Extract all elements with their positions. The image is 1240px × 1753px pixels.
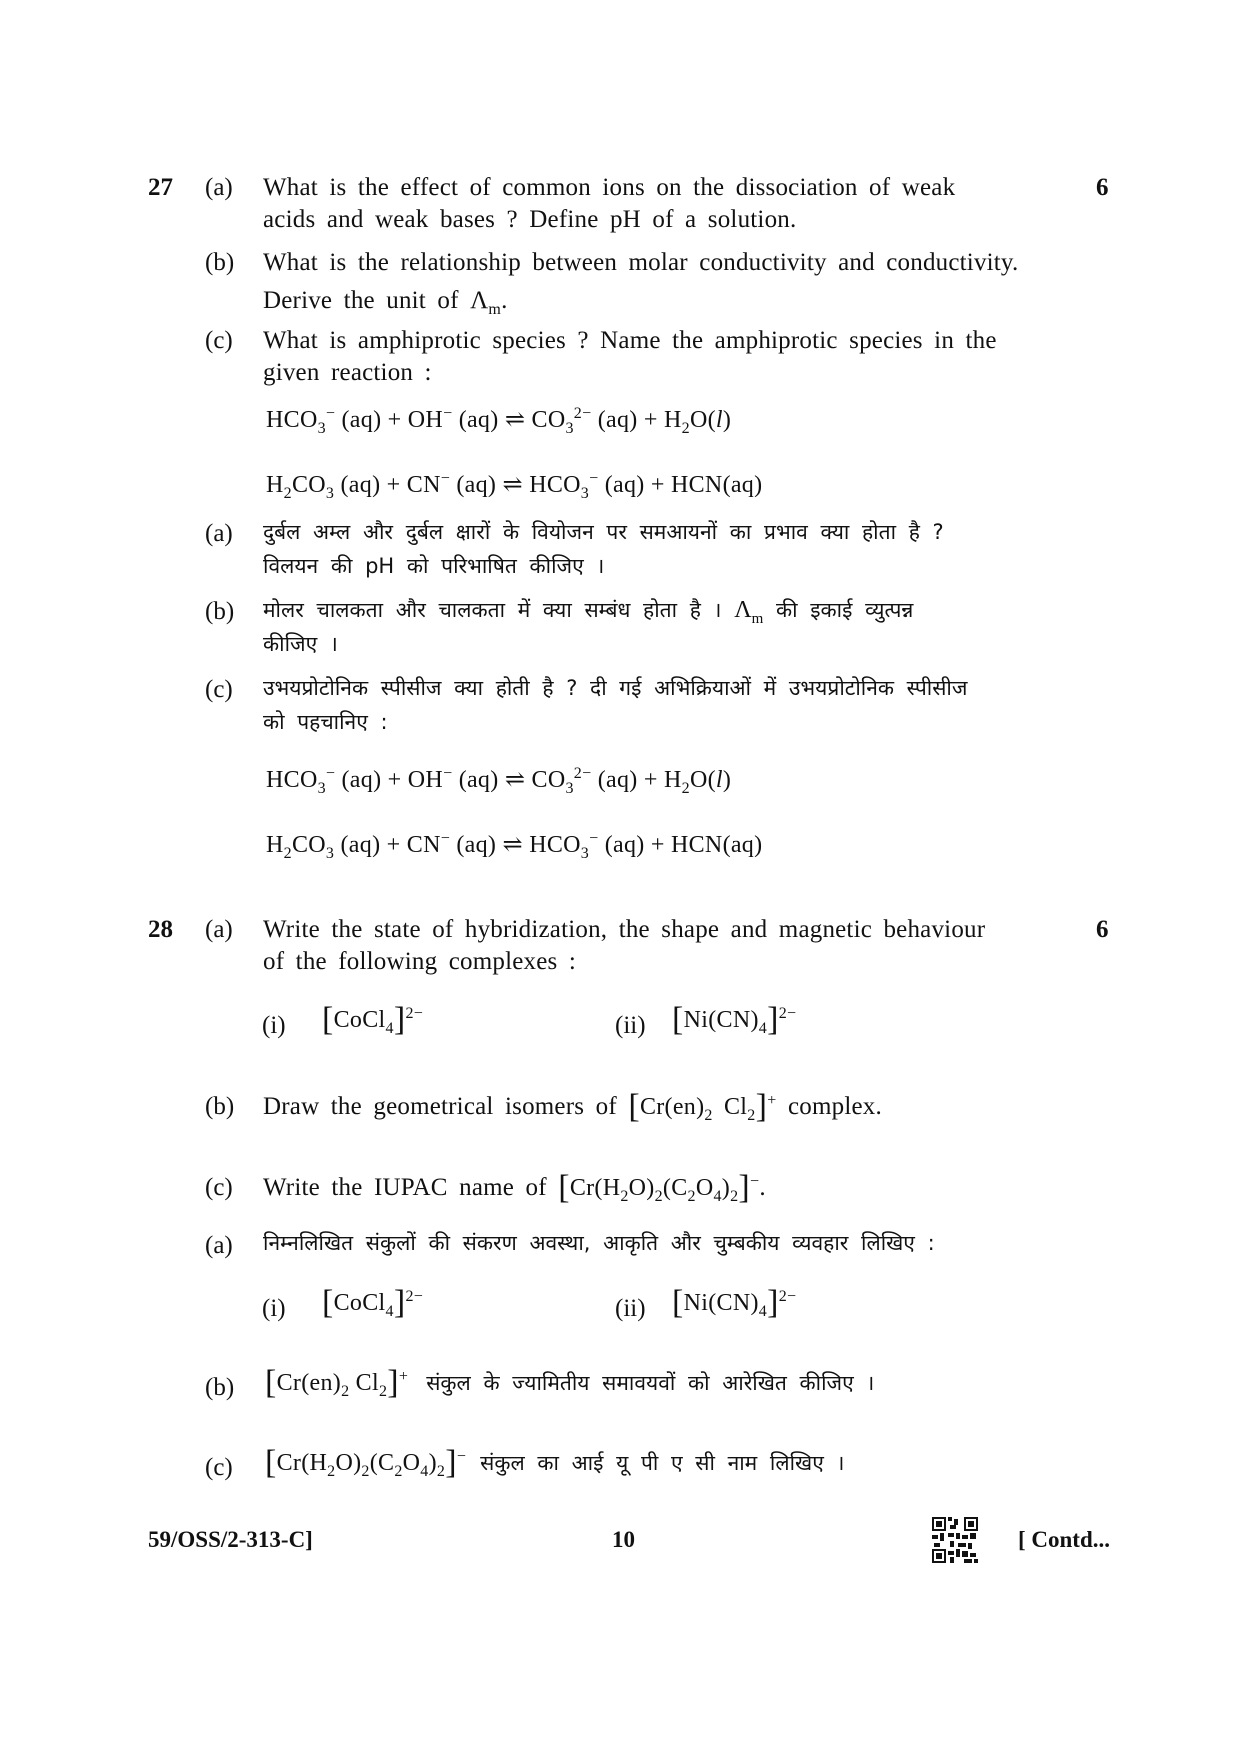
- text-line: Write the state of hybridization, the shape and magnetic behaviour: [263, 916, 986, 943]
- part-label: (c): [205, 1174, 233, 1201]
- text-line: कीजिए ।: [263, 632, 338, 656]
- marks: 6: [1096, 174, 1109, 201]
- question-text: [263, 172, 955, 236]
- complex-cr-en: [$Cr(en)_2$ $Cl_2]^+$: [628, 1088, 777, 1125]
- lambda-symbol: Λ: [734, 597, 752, 623]
- equation-1-repeat: $HCO_3^-$ (aq) + OH− (aq) ⇌ $CO_3^{2-}$ $(aq) + H_2O(l)$: [266, 765, 732, 797]
- question-number: 27: [148, 174, 173, 201]
- part-label: (c): [205, 676, 233, 703]
- question-text-hindi: निम्नलिखित संकुलों की संकरण अवस्था, आकृति और चुम्बकीय व्यवहार लिखिए :: [263, 1231, 935, 1255]
- paper-code: 59/OSS/2-313-C]: [148, 1527, 313, 1552]
- text-line: दुर्बल अम्ल और दुर्बल क्षारों के वियोजन पर समआयनों का प्रभाव क्या होता है ?: [263, 520, 944, 544]
- marks: 6: [1096, 916, 1109, 943]
- part-label: (b): [205, 249, 235, 276]
- part-label: (b): [205, 1093, 235, 1120]
- text-line: acids and weak bases ? Define pH of a solution.: [263, 206, 797, 233]
- complex-cocl4: [CoCl$_4$]$^{2-}$: [322, 1001, 424, 1038]
- part-label: (b): [205, 1374, 235, 1401]
- text-line: Derive the unit of $\Lambda_m$.: [263, 287, 508, 318]
- question-text-hindi: [$Cr(en)_2$ $Cl_2]^+$ संकुल के ज्यामितीय समावयवों को आरेखित कीजिए ।: [265, 1364, 875, 1401]
- complex-cocl4-repeat: [CoCl$_4$]$^{2-}$: [322, 1284, 424, 1321]
- part-label: (c): [205, 327, 233, 354]
- complex-nicn4: $[Ni(CN)_4]^{2-}$: [672, 1001, 797, 1038]
- text-line: विलयन की pH को परिभाषित कीजिए ।: [263, 554, 605, 578]
- text-line: given reaction :: [263, 359, 432, 386]
- question-text: [263, 914, 985, 978]
- question-text-hindi: [263, 593, 913, 661]
- text-line: What is the effect of common ions on the dissociation of weak: [263, 174, 956, 201]
- equation-2-repeat: $H_2CO_3$ (aq) + CN− (aq) ⇌ $HCO_3^-$ (aq) + HCN(aq): [266, 830, 763, 862]
- text-line: मोलर चालकता और चालकता में क्या सम्बंध होता है । $\Lambda_m$ की इकाई व्युत्पन्न: [263, 597, 914, 627]
- text-line: What is the relationship between molar conductivity and conductivity.: [263, 249, 1019, 276]
- complex-nicn4-repeat: $[Ni(CN)_4]^{2-}$: [672, 1284, 797, 1321]
- question-text-hindi: $[Cr(H_2O)_2(C_2O_4)_2]^-$ संकुल का आई यू पी ए सी नाम लिखिए ।: [265, 1444, 845, 1481]
- question-number: 28: [148, 916, 173, 943]
- part-label: (a): [205, 1232, 233, 1259]
- complex-cr-en-repeat: [$Cr(en)_2$ $Cl_2]^+$: [265, 1364, 409, 1401]
- sub-label: (i): [262, 1012, 286, 1039]
- lambda-symbol: Λ: [470, 287, 489, 314]
- sub-label: (ii): [615, 1295, 646, 1322]
- part-label: (a): [205, 174, 233, 201]
- part-label: (a): [205, 520, 233, 547]
- complex-cr-oxalate: $[Cr(H_2O)_2(C_2O_4)_2]^-$: [558, 1169, 760, 1206]
- equation-2: $H_2CO_3$ (aq) + CN− (aq) ⇌ $HCO_3^-$ (aq) + HCN(aq): [266, 470, 763, 502]
- continued-label: [ Contd...: [1018, 1527, 1111, 1552]
- text-line: उभयप्रोटोनिक स्पीसीज क्या होती है ? दी गई अभिक्रियाओं में उभयप्रोटोनिक स्पीसीज: [263, 676, 968, 700]
- page-number: 10: [612, 1527, 635, 1552]
- question-text-hindi: [263, 515, 944, 583]
- question-text: Draw the geometrical isomers of [$Cr(en)_2$ $Cl_2]^+$ complex.: [263, 1088, 882, 1125]
- sub-label: (ii): [615, 1012, 646, 1039]
- sub-label: (i): [262, 1295, 286, 1322]
- question-text: Write the IUPAC name of $[Cr(H_2O)_2(C_2O_4)_2]^-$.: [263, 1169, 766, 1206]
- question-text: [263, 247, 1018, 317]
- part-label: (c): [205, 1454, 233, 1481]
- complex-cr-oxalate-repeat: $[Cr(H_2O)_2(C_2O_4)_2]^-$: [265, 1444, 467, 1481]
- text-line: What is amphiprotic species ? Name the amphiprotic species in the: [263, 327, 997, 354]
- question-text-hindi: [263, 671, 967, 739]
- text-line: को पहचानिए :: [263, 710, 388, 734]
- qr-code-icon: [932, 1517, 978, 1568]
- part-label: (b): [205, 598, 235, 625]
- question-text: [263, 325, 997, 389]
- text-line: of the following complexes :: [263, 948, 577, 975]
- equation-1: $HCO_3^-$ (aq) + OH− (aq) ⇌ $CO_3^{2-}$ $(aq) + H_2O(l)$: [266, 405, 732, 437]
- part-label: (a): [205, 916, 233, 943]
